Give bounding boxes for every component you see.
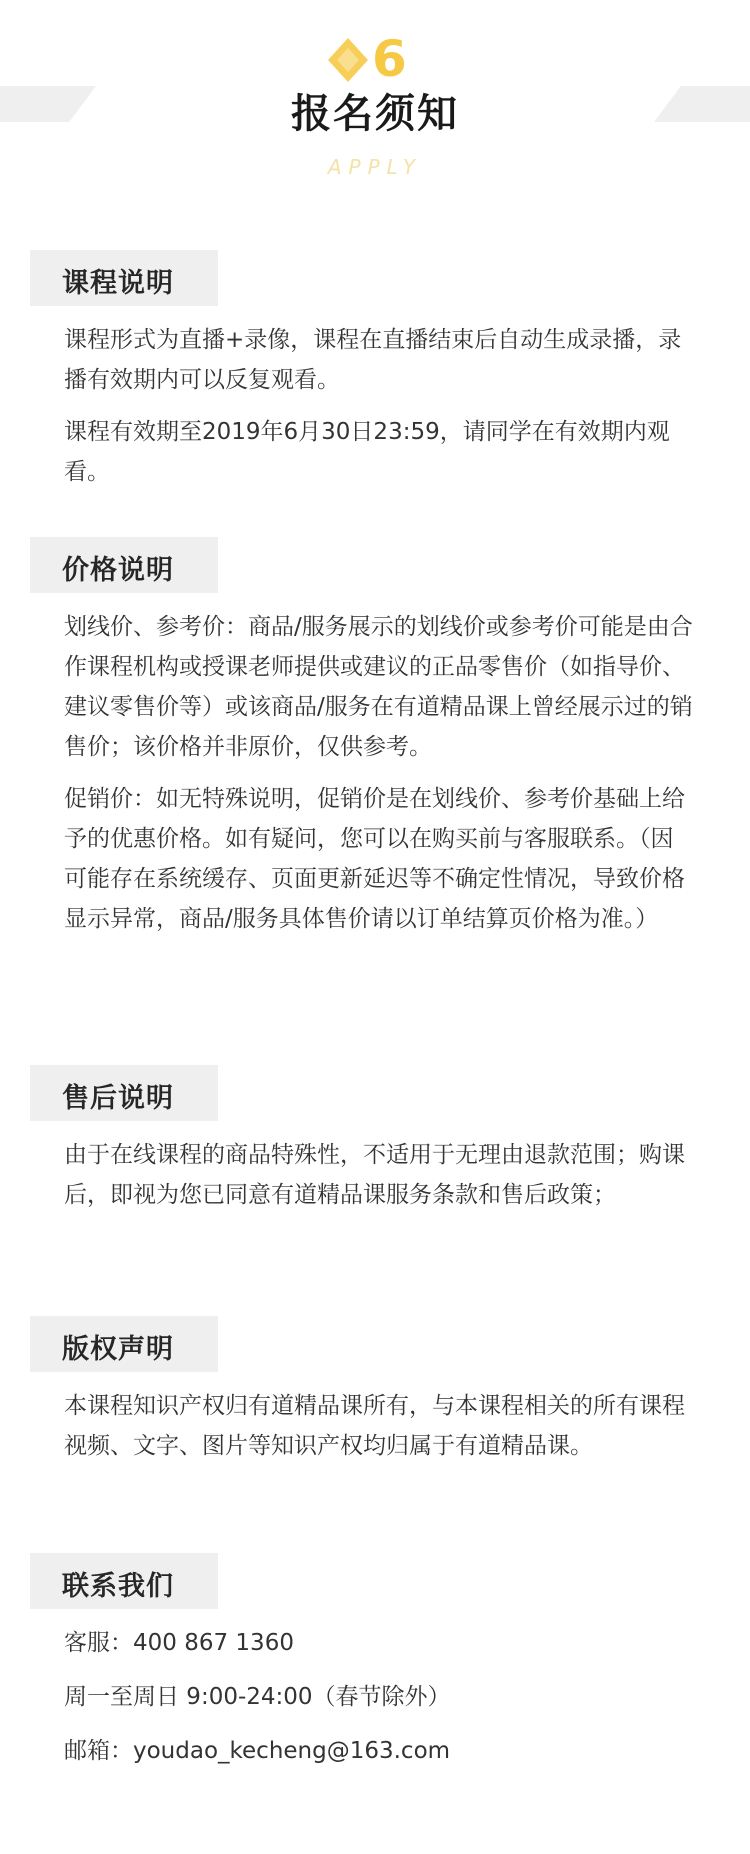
section-heading: 联系我们 [62, 1571, 174, 1602]
section-heading: 课程说明 [62, 268, 174, 299]
paragraph: 由于在线课程的商品特殊性，不适用于无理由退款范围；购课后，即视为您已同意有道精品课服务条款和售后政策； [64, 1142, 685, 1208]
section-label-box [30, 537, 218, 593]
paragraph: 课程有效期至2019年6月30日23:59，请同学在有效期内观看。 [64, 419, 670, 485]
section-body [64, 1386, 694, 1478]
page-title: 报名须知 [291, 91, 459, 137]
section-heading: 售后说明 [62, 1083, 174, 1114]
section-label-box [30, 1316, 218, 1372]
contact-email: 邮箱：youdao_kecheng@163.com [64, 1738, 451, 1764]
section-body [64, 1623, 694, 1785]
logo-numeral: 6 [372, 30, 407, 88]
page-subtitle: APPLY [327, 155, 423, 179]
customer-service-phone: 客服：400 867 1360 [64, 1630, 294, 1656]
paragraph: 划线价、参考价：商品/服务展示的划线价或参考价可能是由合作课程机构或授课老师提供或建议的正品零售价（如指导价、建议零售价等）或该商品/服务在有道精品课上曾经展示过的销售价；该价格并非原价，仅供参考。 [64, 614, 693, 760]
section-body [64, 320, 694, 504]
service-hours: 周一至周日 9:00-24:00（春节除外） [64, 1684, 451, 1710]
section-body [64, 607, 694, 951]
page-header [0, 0, 750, 200]
paragraph: 本课程知识产权归有道精品课所有，与本课程相关的所有课程视频、文字、图片等知识产权均归属于有道精品课。 [64, 1393, 685, 1459]
section-label-box [30, 1065, 218, 1121]
section-label-box [30, 250, 218, 306]
section-body [64, 1135, 694, 1227]
paragraph: 课程形式为直播+录像，课程在直播结束后自动生成录播，录播有效期内可以反复观看。 [64, 327, 682, 393]
section-label-box [30, 1553, 218, 1609]
section-heading: 版权声明 [62, 1334, 174, 1365]
paragraph: 促销价：如无特殊说明，促销价是在划线价、参考价基础上给予的优惠价格。如有疑问，您可以在购买前与客服联系。（因可能存在系统缓存、页面更新延迟等不确定性情况，导致价格显示异常，商品/服务具体售价请以订单结算页价格为准。） [64, 786, 685, 932]
section-heading: 价格说明 [62, 555, 174, 586]
